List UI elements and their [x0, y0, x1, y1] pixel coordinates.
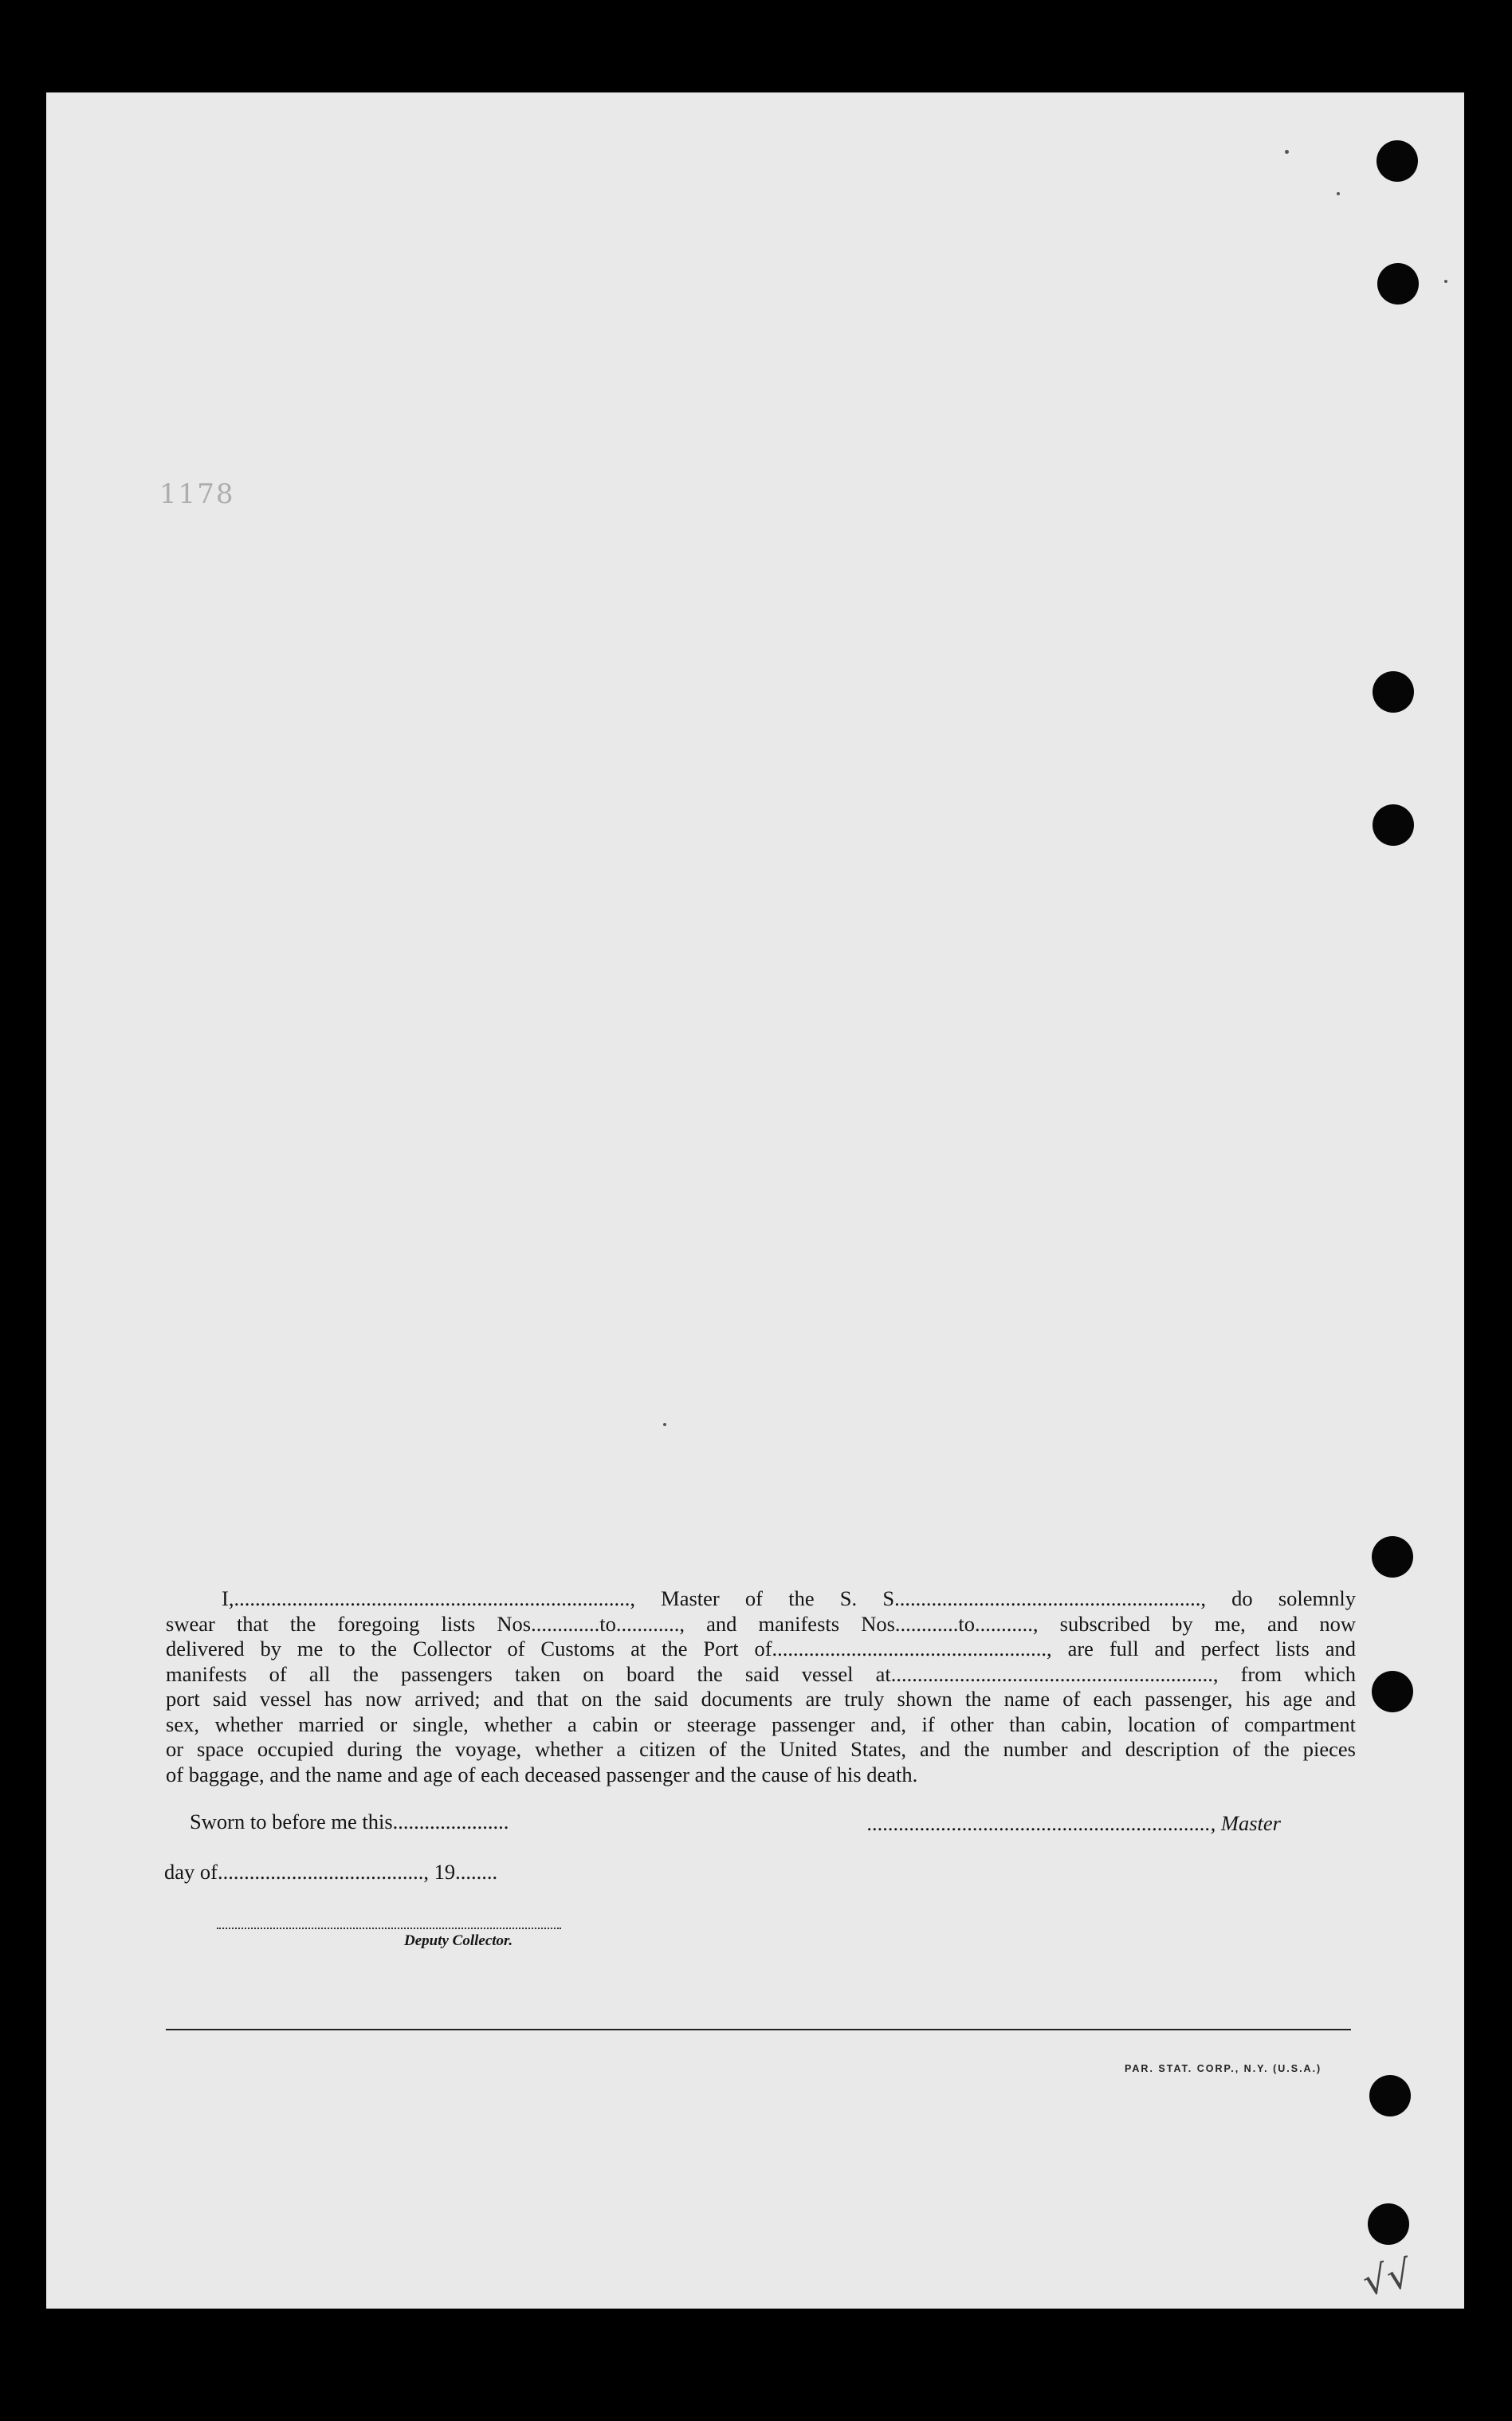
master-oath-paragraph: [166, 1586, 1356, 1787]
speck: [1444, 280, 1447, 283]
punch-hole-6: [1372, 1671, 1413, 1712]
faded-stamp: 1178: [159, 478, 235, 510]
oath-line: port said vessel has now arrived; and that on the said documents are truly shown the name of each passenger, his age and: [166, 1687, 1356, 1711]
punch-hole-7: [1369, 2075, 1411, 2116]
oath-line: I,..........................................................................., Master of the S. S.........................................................., do solemnly: [222, 1586, 1356, 1610]
master-signature-line: ................................................................., Master: [867, 1811, 1281, 1835]
punch-hole-8: [1368, 2203, 1409, 2245]
oath-line: of baggage, and the name and age of each deceased passenger and the cause of his death.: [166, 1762, 918, 1786]
sworn-before-line: Sworn to before me this......................: [190, 1810, 509, 1833]
oath-line: or space occupied during the voyage, whether a citizen of the United States, and the number and description of the pieces: [166, 1737, 1356, 1761]
punch-hole-5: [1372, 1536, 1413, 1578]
manifest-page: [46, 92, 1464, 2309]
day-of-line: day of......................................., 19........: [164, 1860, 498, 1884]
punch-hole-1: [1377, 140, 1418, 182]
deputy-collector-label: Deputy Collector.: [404, 1932, 513, 1949]
punch-hole-4: [1373, 804, 1414, 846]
handwritten-mark: √√: [1358, 2251, 1416, 2305]
speck: [663, 1423, 666, 1426]
speck: [1285, 150, 1289, 154]
deputy-signature-line: [217, 1928, 561, 1929]
speck: [1337, 192, 1340, 195]
punch-hole-2: [1377, 263, 1419, 305]
printer-imprint: PAR. STAT. CORP., N.Y. (U.S.A.): [1125, 2063, 1322, 2074]
punch-hole-3: [1373, 671, 1414, 713]
oath-line: manifests of all the passengers taken on board the said vessel at............................................................., from which: [166, 1661, 1356, 1686]
bottom-rule: [166, 2029, 1351, 2030]
oath-line: sex, whether married or single, whether a cabin or steerage passenger and, if other than cabin, location of compartment: [166, 1712, 1356, 1736]
oath-line: swear that the foregoing lists Nos.............to............, and manifests Nos............to..........., subscribed by me, and now: [166, 1611, 1356, 1636]
oath-line: delivered by me to the Collector of Customs at the Port of...................................................., are full and perfect lists and: [166, 1637, 1356, 1661]
